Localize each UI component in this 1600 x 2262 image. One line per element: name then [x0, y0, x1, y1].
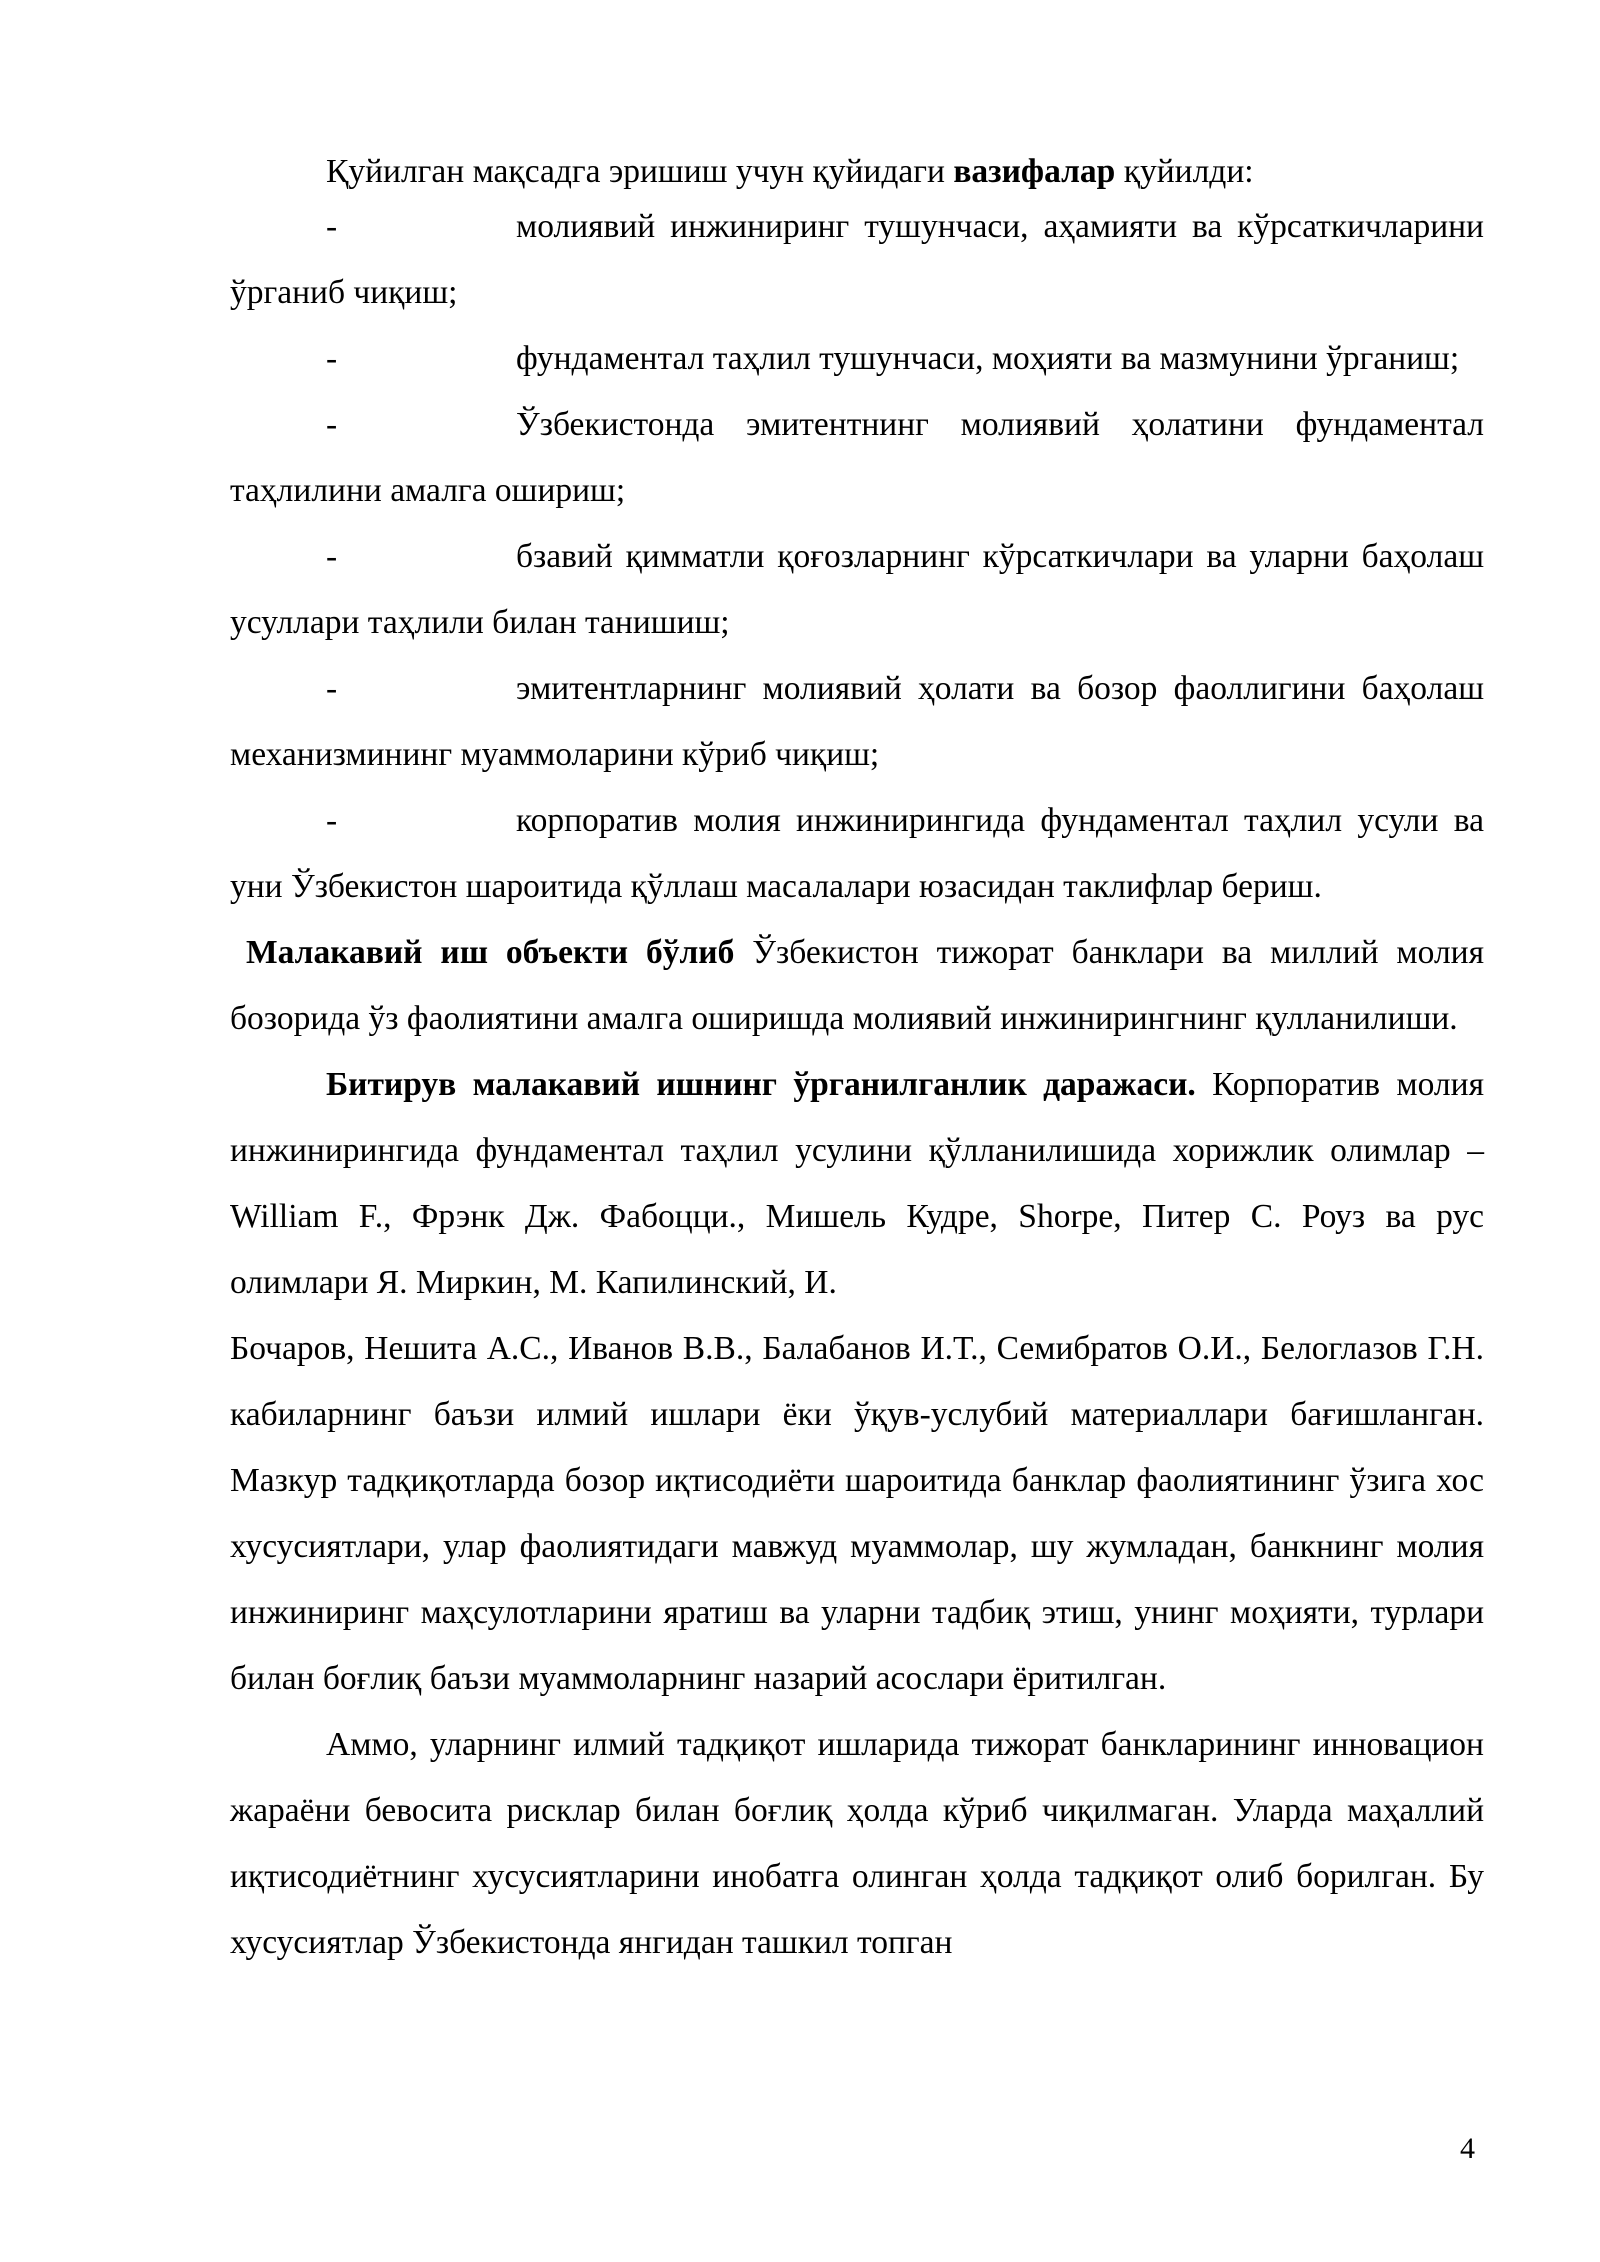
degree-bold-heading: Битирув малакавий ишнинг ўрганилганлик даражаси. — [326, 1066, 1196, 1103]
document-page — [230, 150, 1484, 1976]
degree-paragraph — [230, 1052, 1484, 1316]
however-paragraph — [230, 1712, 1484, 1976]
task-text: эмитентларнинг молиявий ҳолати ва бозор фаоллигини баҳолаш механизмининг муаммоларини кўриб чиқиш; — [230, 670, 1484, 773]
task-dash: - — [326, 406, 338, 443]
intro-text-after: қуйилди: — [1115, 153, 1254, 190]
intro-text-before: Қуйилган мақсадга эришиш учун қуйидаги — [326, 153, 954, 190]
task-text: бзавий қимматли қоғозларнинг кўрсаткичлари ва уларни баҳолаш усуллари таҳлили билан танишиш; — [230, 538, 1484, 641]
page-number: 4 — [1460, 2132, 1475, 2165]
intro-paragraph — [230, 150, 1484, 194]
degree-text: Корпоратив молия инжинирингида фундаментал таҳлил усулини қўлланилишида хорижлик олимлар – William F., Фрэнк Дж. Фабоцци., Мишель Кудре, Shorpe, Питер С. Роуз ва рус олимлари Я. Миркин, М. Капилинский, И. — [230, 1066, 1484, 1301]
task-dash: - — [326, 670, 338, 707]
task-item — [230, 788, 1484, 920]
object-bold-heading: Малакавий иш объекти бўлиб — [246, 934, 735, 971]
task-dash: - — [326, 538, 338, 575]
task-item — [230, 326, 1484, 392]
degree-text-continued: Бочаров, Нешита А.С., Иванов В.В., Балабанов И.Т., Семибратов О.И., Белоглазов Г.Н. кабиларнинг баъзи илмий ишлари ёки ўқув-услубий материаллари бағишланган. Мазкур тадқиқотларда бозор иқтисодиёти шароитида банклар фаолиятининг ўзига хос хусусиятлари, улар фаолиятидаги мавжуд муаммолар, шу жумладан, банкнинг молия инжиниринг маҳсулотларини яратиш ва уларни тадбиқ этиш, унинг моҳияти, турлари билан боғлиқ баъзи муаммоларнинг назарий асослари ёритилган. — [230, 1330, 1484, 1697]
object-paragraph — [230, 920, 1484, 1052]
however-text: Аммо, уларнинг илмий тадқиқот ишларида тижорат банкларининг инновацион жараёни бевосита рисклар билан боғлиқ ҳолда кўриб чиқилмаган. Уларда маҳаллий иқтисодиётнинг хусусиятларини инобатга олинган ҳолда тадқиқот олиб борилган. Бу хусусиятлар Ўзбекистонда янгидан ташкил топган — [230, 1726, 1484, 1961]
task-text: Ўзбекистонда эмитентнинг молиявий ҳолатини фундаментал таҳлилини амалга ошириш; — [230, 406, 1484, 509]
task-item — [230, 392, 1484, 524]
object-text: Ўзбекистон тижорат банклари ва миллий молия бозорида ўз фаолиятини амалга оширишда молиявий инжинирингнинг қулланилиши. — [230, 934, 1484, 1037]
task-dash: - — [326, 208, 338, 245]
task-text: молиявий инжиниринг тушунчаси, аҳамияти ва кўрсаткичларини ўрганиб чиқиш; — [230, 208, 1484, 311]
intro-bold-term: вазифалар — [953, 153, 1116, 190]
task-item — [230, 194, 1484, 326]
task-list — [230, 194, 1484, 920]
task-text: корпоратив молия инжинирингида фундаментал таҳлил усули ва уни Ўзбекистон шароитида қўллаш масалалари юзасидан таклифлар бериш. — [230, 802, 1484, 905]
task-dash: - — [326, 802, 338, 839]
task-text: фундаментал таҳлил тушунчаси, моҳияти ва мазмунини ўрганиш; — [516, 340, 1460, 377]
task-dash: - — [326, 340, 338, 377]
task-item — [230, 524, 1484, 656]
task-item — [230, 656, 1484, 788]
degree-paragraph-continued — [230, 1316, 1484, 1712]
